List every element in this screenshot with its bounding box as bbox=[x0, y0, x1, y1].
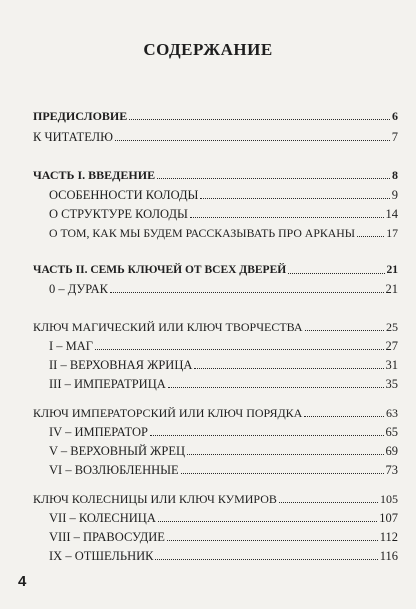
toc-entry-page: 21 bbox=[385, 282, 398, 296]
toc-entry-page: 31 bbox=[385, 358, 398, 372]
dot-leader bbox=[110, 291, 384, 293]
toc-entry-label: ЧАСТЬ II. СЕМЬ КЛЮЧЕЙ ОТ ВСЕХ ДВЕРЕЙ bbox=[33, 264, 287, 276]
toc-entry-label: V – ВЕРХОВНЫЙ ЖРЕЦ bbox=[49, 444, 185, 458]
toc-entry bbox=[49, 371, 398, 391]
dot-leader bbox=[200, 197, 389, 199]
dot-leader bbox=[181, 472, 384, 474]
page-title: СОДЕРЖАНИЕ bbox=[143, 40, 273, 59]
toc-entry-page: 17 bbox=[386, 226, 398, 240]
toc-entry-page: 14 bbox=[385, 207, 398, 221]
toc-entry bbox=[49, 182, 398, 202]
toc-entry bbox=[49, 419, 398, 439]
toc-entry-label: II – ВЕРХОВНАЯ ЖРИЦА bbox=[49, 358, 193, 372]
toc-entry-label: VIII – ПРАВОСУДИЕ bbox=[49, 530, 165, 544]
toc-entry bbox=[33, 103, 398, 123]
toc-entry-label: К ЧИТАТЕЛЮ bbox=[33, 130, 113, 144]
toc-entry bbox=[49, 276, 398, 296]
toc-entry-label: КЛЮЧ КОЛЕСНИЦЫ ИЛИ КЛЮЧ КУМИРОВ bbox=[33, 492, 277, 506]
toc-entry-page: 63 bbox=[386, 406, 398, 420]
toc-entry-page: 7 bbox=[391, 130, 398, 144]
toc-entry-label: I – МАГ bbox=[49, 339, 94, 353]
toc-entry bbox=[49, 201, 398, 221]
dot-leader bbox=[150, 434, 384, 436]
dot-leader bbox=[155, 558, 377, 560]
toc-entry-label: О СТРУКТУРЕ КОЛОДЫ bbox=[49, 207, 188, 221]
toc-entry-page: 21 bbox=[386, 264, 398, 276]
dot-leader bbox=[194, 367, 383, 369]
toc-entry-label: О ТОМ, КАК МЫ БУДЕМ РАССКАЗЫВАТЬ ПРО АРКАНЫ bbox=[49, 226, 356, 240]
dot-leader bbox=[187, 453, 384, 455]
dot-leader bbox=[167, 539, 378, 541]
toc-entry-page: 9 bbox=[391, 188, 398, 202]
toc-entry-page: 65 bbox=[385, 425, 398, 439]
dot-leader bbox=[190, 216, 384, 218]
toc-entry-page: 107 bbox=[379, 511, 398, 525]
dot-leader bbox=[157, 177, 390, 179]
toc-entry-label: КЛЮЧ МАГИЧЕСКИЙ ИЛИ КЛЮЧ ТВОРЧЕСТВА bbox=[33, 320, 303, 334]
dot-leader bbox=[288, 272, 384, 274]
page-number: 4 bbox=[18, 573, 27, 590]
toc-entry-page: 25 bbox=[386, 320, 398, 334]
toc-entry bbox=[49, 333, 398, 353]
toc-entry-label: VII – КОЛЕСНИЦА bbox=[49, 511, 156, 525]
toc-entry-label: ПРЕДИСЛОВИЕ bbox=[33, 109, 128, 123]
dot-leader bbox=[305, 329, 384, 331]
dot-leader bbox=[158, 520, 377, 522]
toc-entry bbox=[49, 352, 398, 372]
toc-entry-page: 69 bbox=[385, 444, 398, 458]
toc-entry-page: 35 bbox=[385, 377, 398, 391]
toc-entry-page: 112 bbox=[379, 530, 398, 544]
toc-entry-label: КЛЮЧ ИМПЕРАТОРСКИЙ ИЛИ КЛЮЧ ПОРЯДКА bbox=[33, 406, 303, 420]
toc-entry bbox=[49, 543, 398, 563]
dot-leader bbox=[168, 386, 384, 388]
toc-entry-page: 116 bbox=[379, 549, 398, 563]
toc-entry-page: 27 bbox=[385, 339, 398, 353]
toc-entry-page: 6 bbox=[392, 109, 398, 123]
toc-entry-label: IX – ОТШЕЛЬНИК bbox=[49, 549, 154, 563]
toc-entry-label: 0 – ДУРАК bbox=[49, 282, 108, 296]
toc-entry bbox=[49, 505, 398, 525]
dot-leader bbox=[279, 501, 378, 503]
toc-entry-label: III – ИМПЕРАТРИЦА bbox=[49, 377, 166, 391]
toc-entry bbox=[33, 400, 398, 420]
toc-entry bbox=[49, 524, 398, 544]
dot-leader bbox=[115, 139, 390, 141]
toc-entry-label: ЧАСТЬ I. ВВЕДЕНИЕ bbox=[33, 168, 156, 182]
toc-entry bbox=[33, 124, 398, 144]
dot-leader bbox=[357, 235, 384, 237]
toc-entry-label: IV – ИМПЕРАТОР bbox=[49, 425, 148, 439]
toc-entry-label: VI – ВОЗЛЮБЛЕННЫЕ bbox=[49, 463, 179, 477]
toc-entry bbox=[33, 486, 398, 506]
toc-entry bbox=[49, 457, 398, 477]
dot-leader bbox=[129, 118, 390, 120]
toc-entry bbox=[33, 314, 398, 334]
toc-entry bbox=[49, 438, 398, 458]
toc-entry bbox=[33, 257, 398, 277]
toc-entry bbox=[33, 162, 398, 182]
dot-leader bbox=[95, 348, 383, 350]
toc-entry-label: ОСОБЕННОСТИ КОЛОДЫ bbox=[49, 188, 199, 202]
toc-entry-page: 73 bbox=[385, 463, 398, 477]
toc-entry-page: 8 bbox=[392, 168, 398, 182]
toc-entry-page: 105 bbox=[380, 492, 398, 506]
toc-entry bbox=[49, 220, 398, 240]
dot-leader bbox=[304, 415, 384, 417]
